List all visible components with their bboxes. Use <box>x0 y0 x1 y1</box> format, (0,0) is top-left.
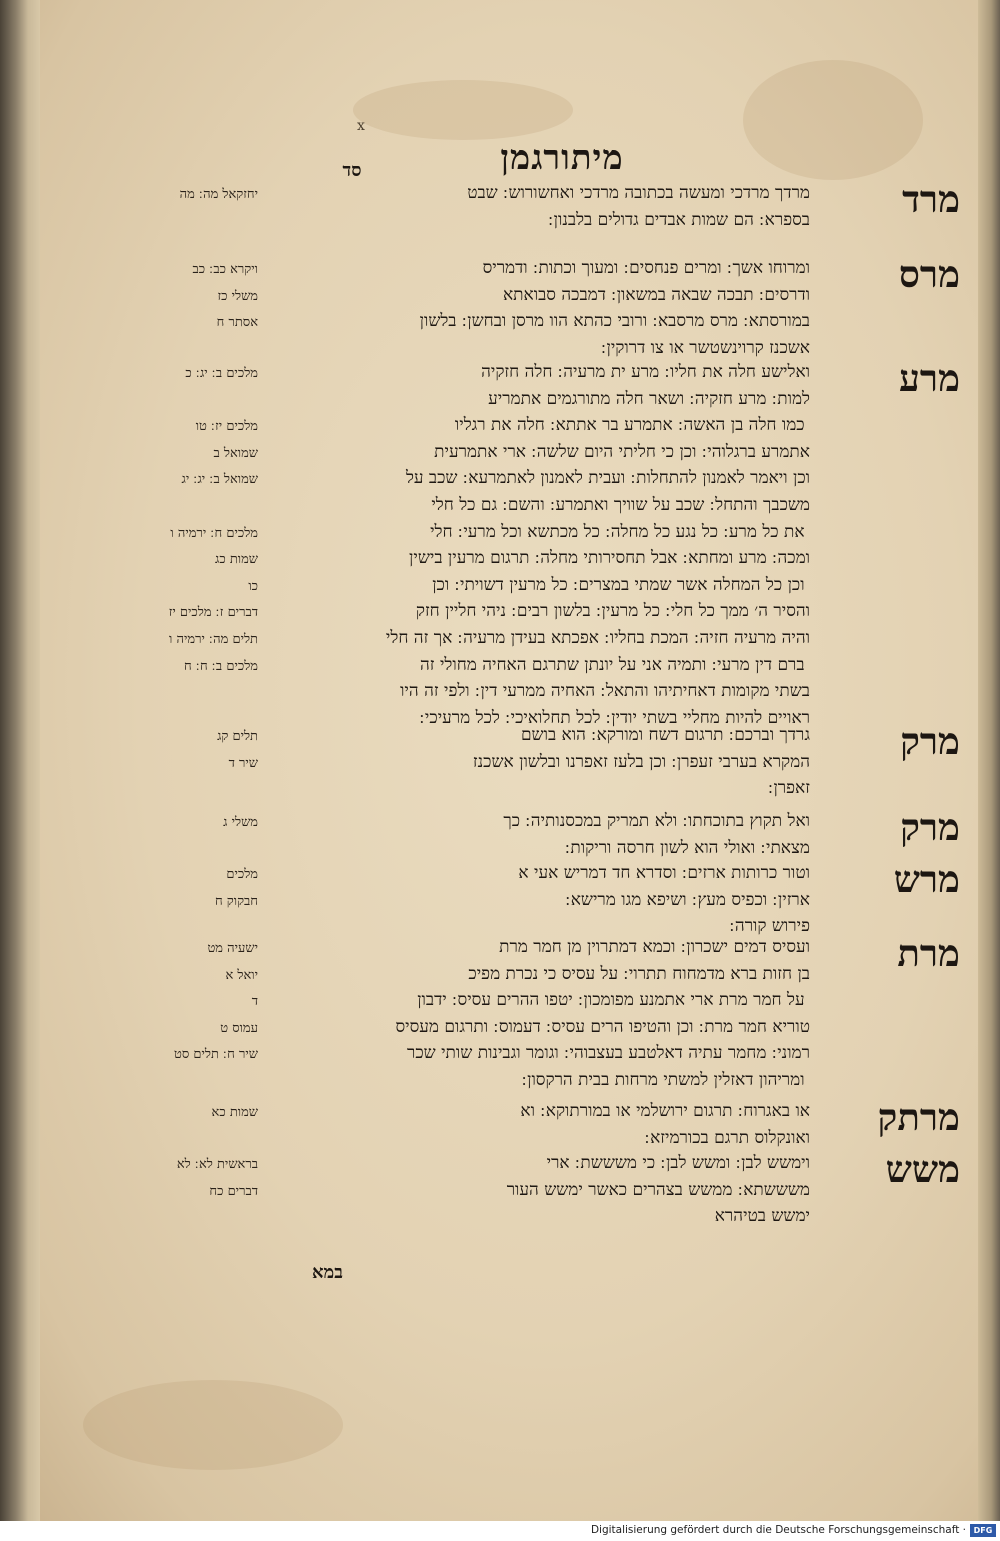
dictionary-entry <box>38 357 968 733</box>
text-line: ימשש בטיהרא <box>714 1206 810 1227</box>
text-line: בן חזות ברא מדמחוח תתרוי ׃ על עסיס כי נכרת מפיכ <box>468 963 810 984</box>
reference-note: שיר ד <box>228 755 258 771</box>
text-line: מצאתי ׃ ואולי הוא לשון חרסה וריקות ׃ <box>565 837 810 858</box>
text-line: גרדך וברכם ׃ תרגום דשח ומורקא ׃ הוא בושם <box>520 725 810 745</box>
headword: מרע <box>898 356 960 400</box>
text-line: וכן ויאמר לאמנון להתחלות ׃ ועבית לאמנון לאתמרעא ׃ שכב על <box>405 468 810 489</box>
margin-references <box>58 178 270 235</box>
reference-note <box>58 680 258 707</box>
dictionary-entry <box>38 720 968 804</box>
text-line: פירוש קורה ׃ <box>729 916 810 937</box>
margin-references <box>58 1096 270 1153</box>
text-line: ומכה ׃ מרע ומחתא ׃ אבל תחסירותי מחלה ׃ תרגום מרעין בישין <box>409 548 810 569</box>
dfg-logo: DFG <box>970 1524 996 1537</box>
reference-note: שמות כג <box>215 552 258 568</box>
text-line: ארזין ׃ וכפיס מעץ ׃ ושיפא מגו מרישא ׃ <box>565 889 810 910</box>
margin-references <box>58 357 270 733</box>
book-edge-right <box>978 0 1000 1521</box>
reference-note: יואל א <box>225 967 258 983</box>
text-line: ׃ ברם דין מרעי ׃ ותמיה אני על יונתן שתרגם האחיה מחולי זה <box>420 654 810 675</box>
reference-note: ישעיה מט <box>207 941 258 956</box>
reference-note: דברים ז ׃ מלכים יז <box>168 605 258 621</box>
reference-note: משלי ג <box>223 815 258 830</box>
page-number: סד <box>342 160 362 181</box>
reference-note: אסתר ח <box>216 315 258 331</box>
reference-note: שמואל ב ׃ יג ׃ יג <box>181 472 258 488</box>
text-line: ראויים להיות מחליי בשתי יודין ׃ לכל תחלואיכי ׃ לכל מרעיכי ׃ <box>419 707 810 728</box>
reference-note: מלכים <box>226 867 258 882</box>
text-line: מרדך מרדכי ומעשה בכתובה מרדכי ואחשורוש ׃ שבט <box>467 183 810 203</box>
text-line: בשתי מקומות דאחיתיהו והתאל ׃ האחיה ממרעי דין ׃ ולפי זה היו <box>400 681 810 702</box>
text-line: רמוני ׃ מחמר עתיה דאלטבע בעצבוהי ׃ וגומר וגבינות שותי שכר <box>406 1043 810 1064</box>
reference-note: ויקרא כב ׃ כב <box>192 262 258 277</box>
reference-note: תלים מה ׃ ירמיה ו <box>169 631 258 647</box>
reference-note: שמות כא <box>211 1105 258 1120</box>
entry-text <box>270 932 810 1096</box>
dictionary-entry <box>38 1148 968 1232</box>
text-line: או באגרוח ׃ תרגום ירושלמי או במורתוקא ׃ וא <box>520 1101 810 1121</box>
text-line: ואל תקוץ בתוכחתו ׃ ולא תמריק במכסנותיה ׃ כך <box>503 811 810 831</box>
text-line: למות ׃ מרע חזקיה ׃ ושאר חלה מתורגמים אתמריע <box>488 388 810 409</box>
text-line: זאפרן ׃ <box>768 778 810 799</box>
reference-note: דברים כח <box>209 1183 258 1199</box>
reference-note: מלכים ח ׃ ירמיה ו <box>170 525 258 541</box>
text-line: ׃ על חמר מרת ארי אתמנע מפומכון ׃ יטפו ההרים עסיס ׃ ידבון <box>417 990 810 1011</box>
text-line: ׃ וכן כל המחלה אשר שמתי במצרים ׃ כל מרעין דשויתי ׃ וכן <box>432 574 810 595</box>
reference-note: משלי כז <box>217 288 258 304</box>
entry-text <box>270 178 810 235</box>
dictionary-entry <box>38 806 968 863</box>
text-line: ועסיס דמים ישכרון ׃ וכמא דמתרוין מן חמר מרת <box>499 937 810 957</box>
dictionary-entry <box>38 858 968 942</box>
text-line: וטור כרותות ארזים ׃ וסדרא חד דמריש אעי א <box>518 863 810 883</box>
entry-text <box>270 1148 810 1232</box>
text-line: המקרא בערבי זעפרן ׃ וכן בלעז זאפרנו ובלשון אשכנז <box>472 751 810 772</box>
margin-mark: x <box>357 118 365 134</box>
entry-text <box>270 806 810 863</box>
text-line: והיה מרעיה חזיה ׃ המכת בחליו ׃ אפכתא בעידן מרעיה ׃ אך זה חלי <box>385 627 810 648</box>
reference-note: מלכים ב ׃ יג ׃ כ <box>185 366 258 381</box>
text-line: ׃ את כל מרע ׃ כל נגע כל מחלה ׃ כל מכתשא וכל מרעי ׃ חלי <box>430 521 810 542</box>
reference-note: שמואל ב <box>213 445 258 461</box>
margin-references <box>58 720 270 804</box>
text-line: ואונקלוס תרגם בכורמיזא ׃ <box>644 1127 810 1148</box>
margin-references <box>58 253 270 363</box>
text-line: טוריא חמר מרת ׃ וכן והטיפו הרים עסיס ׃ דעמוס ׃ ותרגום מעסיס <box>395 1016 810 1037</box>
entry-text <box>270 1096 810 1153</box>
reference-note <box>58 388 258 415</box>
headword: מרש <box>893 857 960 901</box>
headword: מרק <box>900 719 960 763</box>
text-line: ׃ כמו חלה בן האשה ׃ אתמרע בר אתתא ׃ חלה את רגליו <box>454 415 810 436</box>
reference-note: מלכים ב ׃ ח ׃ ח <box>184 658 258 674</box>
text-line: במורסתא ׃ מרס מרסבא ׃ ורובי כהתא הוו מרסן ובחשן ׃ בלשון <box>419 311 810 332</box>
reference-note <box>58 1069 258 1096</box>
reference-note: יחזקאל מה ׃ מה <box>179 187 258 202</box>
footer-bar <box>0 1521 1000 1541</box>
text-line: ואלישע חלה את חליו ׃ מרע ית מרעיה ׃ חלה חזקיה <box>481 362 810 382</box>
entry-text <box>270 253 810 363</box>
text-line: והסיר ה׳ ממך כל חלי ׃ כל מרעין ׃ בלשון רבים ׃ ניהי חליין חזק <box>415 601 810 622</box>
reference-note: כו <box>248 578 258 594</box>
headword: מרס <box>898 252 960 296</box>
reference-note: עמוס ט <box>220 1020 258 1036</box>
margin-references <box>58 806 270 863</box>
headword: מרתק <box>877 1095 960 1139</box>
funding-notice: Digitalisierung gefördert durch die Deutsche Forschungsgemeinschaft · <box>590 1524 966 1536</box>
headword: מרד <box>902 177 960 221</box>
text-line: ׃ ומריהון דאזלין למשתי מרחות בבית הרקסון ׃ <box>521 1069 810 1090</box>
catchword: במא <box>312 1262 343 1283</box>
margin-references <box>58 932 270 1096</box>
reference-note <box>58 494 258 521</box>
text-line: משששתא ׃ ממשש בצהרים כאשר ימשש העור <box>506 1179 810 1200</box>
entry-text <box>270 357 810 733</box>
margin-references <box>58 858 270 942</box>
dictionary-entry <box>38 932 968 1096</box>
reference-note <box>58 777 258 804</box>
text-line: ומרוחו אשך ׃ ומרים פנחסים ׃ ומעוך וכתות ׃ ודמריס <box>482 258 810 278</box>
dictionary-entry <box>38 253 968 363</box>
text-line: אשכנז קרוינשטשר או צו דרוקין ׃ <box>601 337 810 358</box>
text-line: בספרא ׃ הם שמות אבדים גדולים בלבנון ׃ <box>548 209 810 230</box>
reference-note: ד <box>251 994 258 1010</box>
entry-text <box>270 720 810 804</box>
reference-note: מלכים יז ׃ טו <box>195 419 258 435</box>
running-title: מיתורגמן <box>500 138 624 178</box>
headword: מרק <box>900 805 960 849</box>
reference-note <box>58 209 258 236</box>
text-line: ודרסים ׃ תבכה שבאה במשאון ׃ דמבכה סבואתא <box>502 284 810 305</box>
headword: מרת <box>897 931 960 975</box>
text-line: משכבך והתחל ׃ שכב על שוויך ואתמרע ׃ והשם ׃ גם כל חלי <box>431 494 810 515</box>
reference-note: חבקוק ח <box>214 893 258 909</box>
dictionary-page <box>22 0 980 1521</box>
entry-text <box>270 858 810 942</box>
headword: משש <box>885 1147 960 1191</box>
reference-note <box>58 1205 258 1232</box>
margin-references <box>58 1148 270 1232</box>
dictionary-entry <box>38 178 968 235</box>
reference-note: בראשית לא ׃ לא <box>176 1157 258 1172</box>
reference-note: תלים קג <box>217 729 258 744</box>
text-line: וימשש לבן ׃ ומשש לבן ׃ כי משששת ׃ ארי <box>546 1153 810 1173</box>
reference-note: שיר ח ׃ תלים סט <box>174 1047 258 1063</box>
dictionary-entry <box>38 1096 968 1153</box>
text-line: אתמרע ברגלוהי ׃ וכן כי חליתי היום שלשה ׃ ארי אתמרעית <box>434 441 810 462</box>
